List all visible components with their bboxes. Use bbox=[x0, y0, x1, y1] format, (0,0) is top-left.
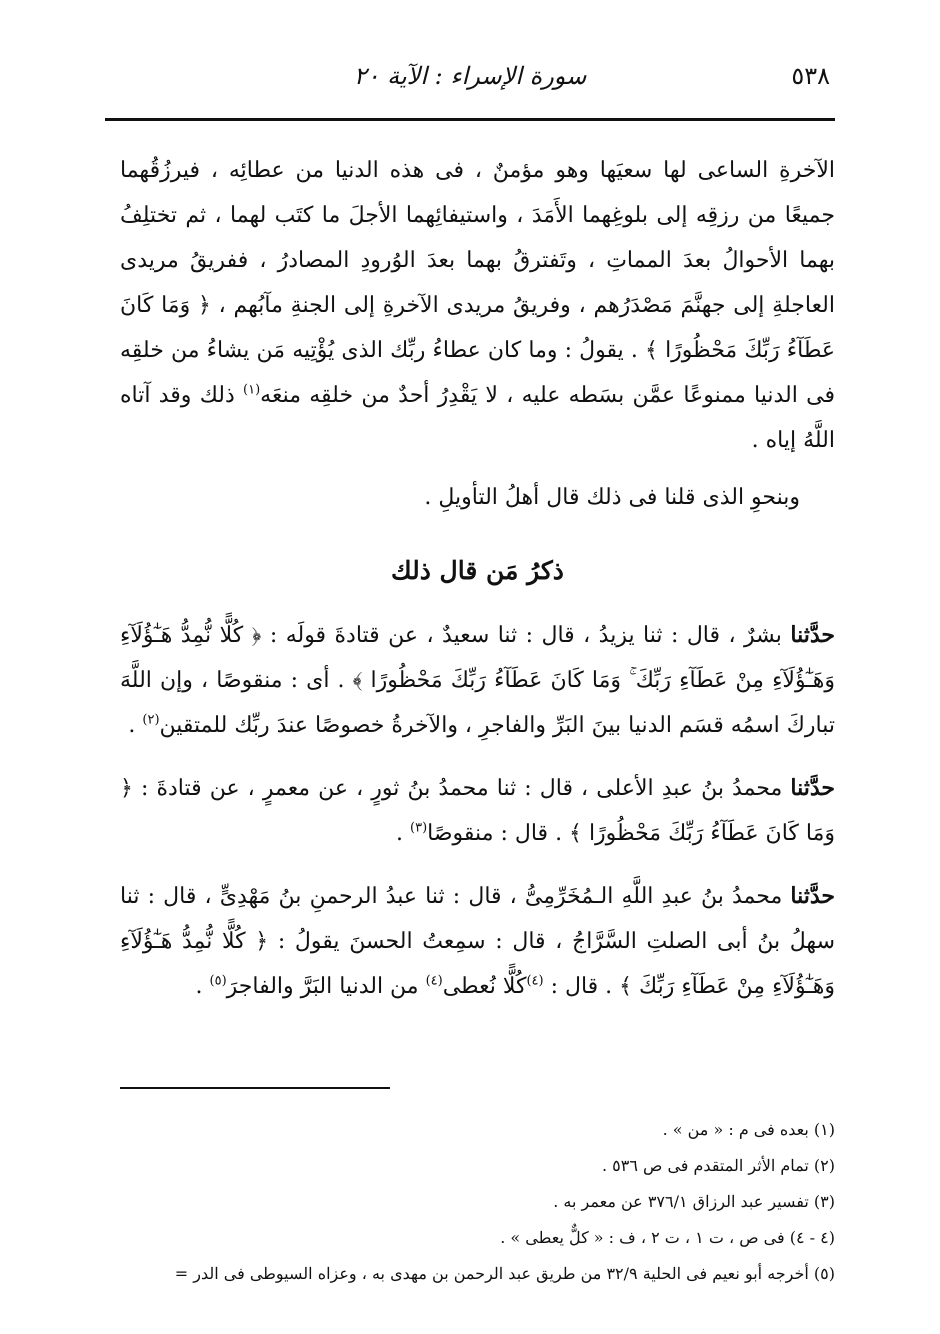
footnote-ref-5: (٥) bbox=[209, 973, 227, 989]
hadith-1-lead: حدَّثنا bbox=[790, 622, 835, 648]
hadith-1 bbox=[120, 613, 835, 748]
footnote-divider bbox=[120, 1087, 390, 1089]
paragraph-1-text: الآخرةِ الساعى لها سعيَها وهو مؤمنٌ ، فى هذه الدنيا من عطائِه ، فيرزُقُهما جميعًا من رزقِه إلى بلوغِهما الأَمَدَ ، واستيفائِهما الأجلَ ما كتَب لهما ، ثم تختلِفُ بهما الأحوالُ بعدَ المماتِ ، وتَفترقُ بهما بعدَ الوُرودِ المصادرُ ، ففريقُ مريدى العاجلةِ إلى جهنَّمَ مَصْدَرُهم ، وفريقُ مريدى الآخرةِ إلى الجنةِ مآبُهم ، ﴿ وَمَا كَانَ عَطَآءُ رَبِّكَ مَحْظُورًا ﴾ . يقولُ : وما كان عطاءُ ربِّك الذى يُؤْتِيه مَن يشاءُ من خلقِه فى الدنيا ممنوعًا عمَّن بسَطه عليه ، لا يَقْدِرُ أحدٌ من خلقِه منعَه bbox=[120, 158, 835, 408]
hadith-3-quote: كُلًّا نُعطى bbox=[442, 974, 527, 999]
hadith-3 bbox=[120, 874, 835, 1009]
page-title: سورة الإسراء : الآية ٢٠ bbox=[353, 62, 587, 90]
hadith-2-lead: حدَّثنا bbox=[790, 775, 835, 801]
footnote-ref-4b: (٤) bbox=[425, 973, 443, 989]
footnote-2: (٢) تمام الأثر المتقدم فى ص ٥٣٦ . bbox=[601, 1156, 835, 1175]
hadith-2-end: . bbox=[396, 821, 411, 846]
footnote-ref-2: (٢) bbox=[142, 712, 160, 728]
paragraph-2: وبنحوِ الذى قلنا فى ذلك قال أهلُ التأويلِ . bbox=[424, 485, 800, 510]
hadith-2 bbox=[120, 766, 835, 856]
footnote-4: (٤ - ٤) فى ص ، ت ١ ، ت ٢ ، ف : « كلٌّ يعطى » . bbox=[500, 1228, 835, 1247]
paragraph-1-end: ذلك وقد آتاه اللَّهُ إياه . bbox=[120, 383, 835, 453]
page-number: ٥٣٨ bbox=[791, 62, 830, 90]
footnote-ref-3: (٣) bbox=[410, 820, 428, 836]
hadith-3-continuation: من الدنيا البَرَّ والفاجرَ bbox=[226, 974, 426, 999]
hadith-1-end: . bbox=[128, 713, 143, 738]
hadith-3-end: . bbox=[195, 974, 210, 999]
footnote-1: (١) بعده فى م : « من » . bbox=[662, 1120, 835, 1139]
hadith-2-text: محمدُ بنُ عبدِ الأعلى ، قال : ثنا محمدُ بنُ ثورٍ ، عن معمرٍ ، عن قتادةَ : ﴿ وَمَا كَانَ عَطَآءُ رَبِّكَ مَحْظُورًا ﴾ . قال : منقوصًا bbox=[120, 776, 835, 846]
footnote-ref-4a: (٤) bbox=[526, 973, 544, 989]
section-heading: ذكرُ مَن قال ذلك bbox=[391, 556, 564, 585]
paragraph-1 bbox=[120, 148, 835, 463]
footnote-5: (٥) أخرجه أبو نعيم فى الحلية ٣٢/٩ من طريق عبد الرحمن بن مهدى به ، وعزاه السيوطى فى الدر = bbox=[174, 1264, 835, 1283]
page-header bbox=[100, 62, 840, 102]
footnotes bbox=[110, 1112, 835, 1292]
hadith-3-lead: حدَّثنا bbox=[790, 883, 835, 909]
main-text bbox=[120, 148, 835, 1009]
hadith-3-text: محمدُ بنُ عبدِ اللَّهِ الـمُخَرِّمِىُّ ، قال : ثنا عبدُ الرحمنِ بنُ مَهْدِىٍّ ، قال : ثنا سهلُ بنُ أبى الصلتِ السَّرَّاجُ ، قال : سمِعتُ الحسنَ يقولُ : ﴿ كُلًّا نُّمِدُّ هَـٰٓؤُلَآءِ وَهَـٰٓؤُلَآءِ مِنْ عَطَآءِ رَبِّكَ ﴾ . قال : bbox=[120, 884, 835, 999]
hadith-1-text: بشرٌ ، قال : ثنا يزيدُ ، قال : ثنا سعيدٌ ، عن قتادةَ قولَه : ﴿ كُلًّا نُّمِدُّ هَـٰٓؤُلَآءِ وَهَـٰٓؤُلَآءِ مِنْ عَطَآءِ رَبِّكَ ۚ وَمَا كَانَ عَطَآءُ رَبِّكَ مَحْظُورًا ﴾ . أى : منقوصًا ، وإن اللَّهَ تباركَ اسمُه قسَم الدنيا بينَ البَرِّ والفاجرِ ، والآخرةُ خصوصًا عندَ ربِّك للمتقين bbox=[120, 623, 835, 738]
footnote-3: (٣) تفسير عبد الرزاق ٣٧٦/١ عن معمر به . bbox=[553, 1192, 835, 1211]
header-divider bbox=[105, 118, 835, 121]
footnote-ref-1: (١) bbox=[243, 382, 261, 398]
